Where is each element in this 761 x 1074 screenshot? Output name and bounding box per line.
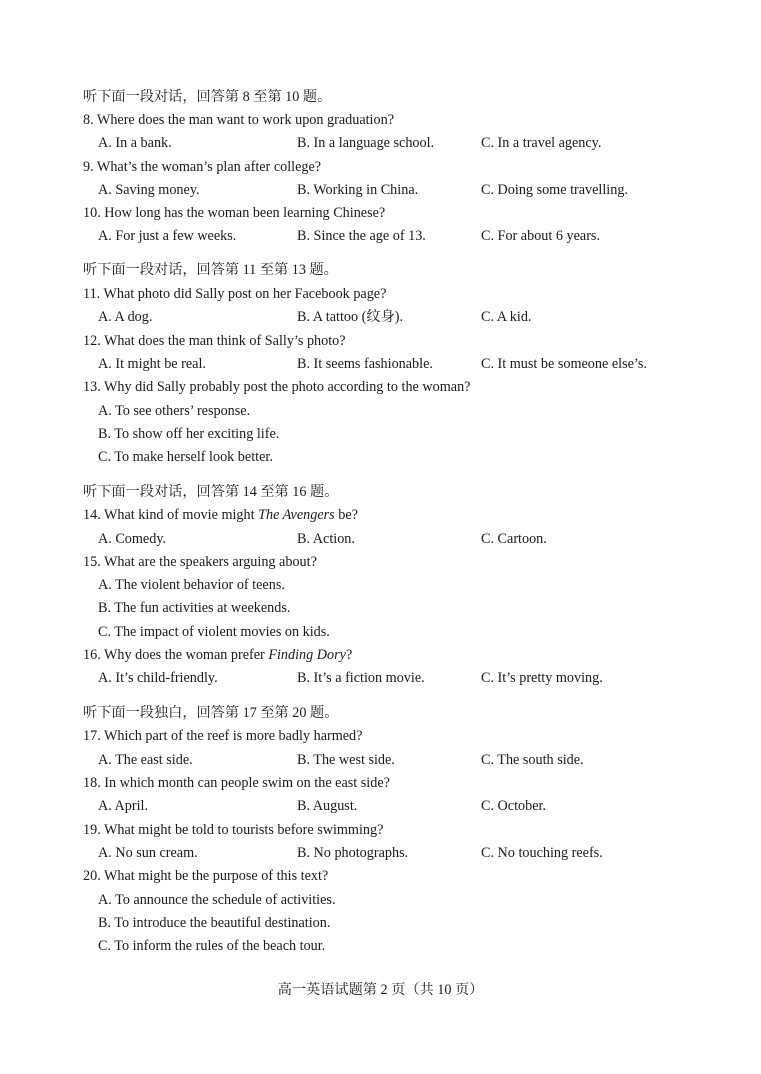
option-a: A. A dog.	[98, 309, 153, 325]
option-b: B. In a language school.	[297, 135, 435, 151]
option-15b: B. The fun activities at weekends.	[98, 600, 291, 616]
option-13b: B. To show off her exciting life.	[98, 426, 280, 442]
options-9	[0, 180, 761, 200]
options-12	[0, 354, 761, 374]
question-16	[0, 645, 761, 665]
question-15: 15. What are the speakers arguing about?	[83, 554, 317, 570]
option-a: A. April.	[98, 798, 149, 814]
question-19: 19. What might be told to tourists before swimming?	[83, 822, 384, 838]
option-20a: A. To announce the schedule of activities.	[98, 892, 336, 908]
option-a: A. No sun cream.	[98, 845, 198, 861]
question-13: 13. Why did Sally probably post the photo according to the woman?	[83, 379, 471, 395]
option-c: C. The south side.	[481, 752, 584, 768]
option-20b: B. To introduce the beautiful destination.	[98, 915, 331, 931]
option-b: B. The west side.	[297, 752, 395, 768]
option-a: A. It’s child-friendly.	[98, 670, 218, 686]
option-c: C. October.	[481, 798, 547, 814]
option-a: A. Comedy.	[98, 531, 167, 547]
question-11: 11. What photo did Sally post on her Facebook page?	[83, 286, 387, 302]
options-19	[0, 843, 761, 863]
options-18	[0, 796, 761, 816]
option-b: B. It seems fashionable.	[297, 356, 433, 372]
option-c: C. For about 6 years.	[481, 228, 601, 244]
question-12: 12. What does the man think of Sally’s photo?	[83, 333, 346, 349]
option-20c: C. To inform the rules of the beach tour.	[98, 938, 326, 954]
options-16	[0, 668, 761, 688]
question-14-text: 14. What kind of movie might The Avengers be?	[83, 507, 358, 523]
option-a: A. Saving money.	[98, 182, 200, 198]
option-c: C. A kid.	[481, 309, 532, 325]
options-10	[0, 226, 761, 246]
option-b: B. Working in China.	[297, 182, 419, 198]
question-10: 10. How long has the woman been learning Chinese?	[83, 205, 386, 221]
question-16-text: 16. Why does the woman prefer Finding Dory?	[83, 647, 353, 663]
question-18: 18. In which month can people swim on the east side?	[83, 775, 390, 791]
question-14	[0, 505, 761, 525]
option-13a: A. To see others’ response.	[98, 403, 251, 419]
option-13c: C. To make herself look better.	[98, 449, 273, 465]
section-header: 听下面一段对话，回答第 14 至第 16 题。	[83, 484, 339, 500]
section-header: 听下面一段对话，回答第 11 至第 13 题。	[83, 262, 338, 278]
option-c: C. It must be someone else’s.	[481, 356, 647, 372]
option-c: C. Doing some travelling.	[481, 182, 628, 198]
option-c: C. No touching reefs.	[481, 845, 603, 861]
option-b: B. Since the age of 13.	[297, 228, 426, 244]
option-b: B. A tattoo (纹身).	[297, 309, 404, 325]
section-header: 听下面一段对话，回答第 8 至第 10 题。	[83, 89, 332, 105]
question-8: 8. Where does the man want to work upon graduation?	[83, 112, 394, 128]
options-17	[0, 750, 761, 770]
option-b: B. It’s a fiction movie.	[297, 670, 425, 686]
option-c: C. Cartoon.	[481, 531, 547, 547]
option-15c: C. The impact of violent movies on kids.	[98, 624, 330, 640]
option-a: A. In a bank.	[98, 135, 172, 151]
option-a: A. For just a few weeks.	[98, 228, 237, 244]
question-17: 17. Which part of the reef is more badly harmed?	[83, 728, 363, 744]
section-header: 听下面一段独白，回答第 17 至第 20 题。	[83, 705, 339, 721]
option-b: B. No photographs.	[297, 845, 409, 861]
option-c: C. In a travel agency.	[481, 135, 602, 151]
page-footer: 高一英语试题第 2 页（共 10 页）	[277, 982, 484, 998]
option-c: C. It’s pretty moving.	[481, 670, 603, 686]
option-b: B. August.	[297, 798, 358, 814]
question-9: 9. What’s the woman’s plan after college?	[83, 159, 322, 175]
question-20: 20. What might be the purpose of this text?	[83, 868, 329, 884]
option-15a: A. The violent behavior of teens.	[98, 577, 285, 593]
options-11	[0, 307, 761, 327]
option-b: B. Action.	[297, 531, 355, 547]
option-a: A. The east side.	[98, 752, 193, 768]
option-a: A. It might be real.	[98, 356, 206, 372]
options-14	[0, 529, 761, 549]
options-8	[0, 133, 761, 153]
